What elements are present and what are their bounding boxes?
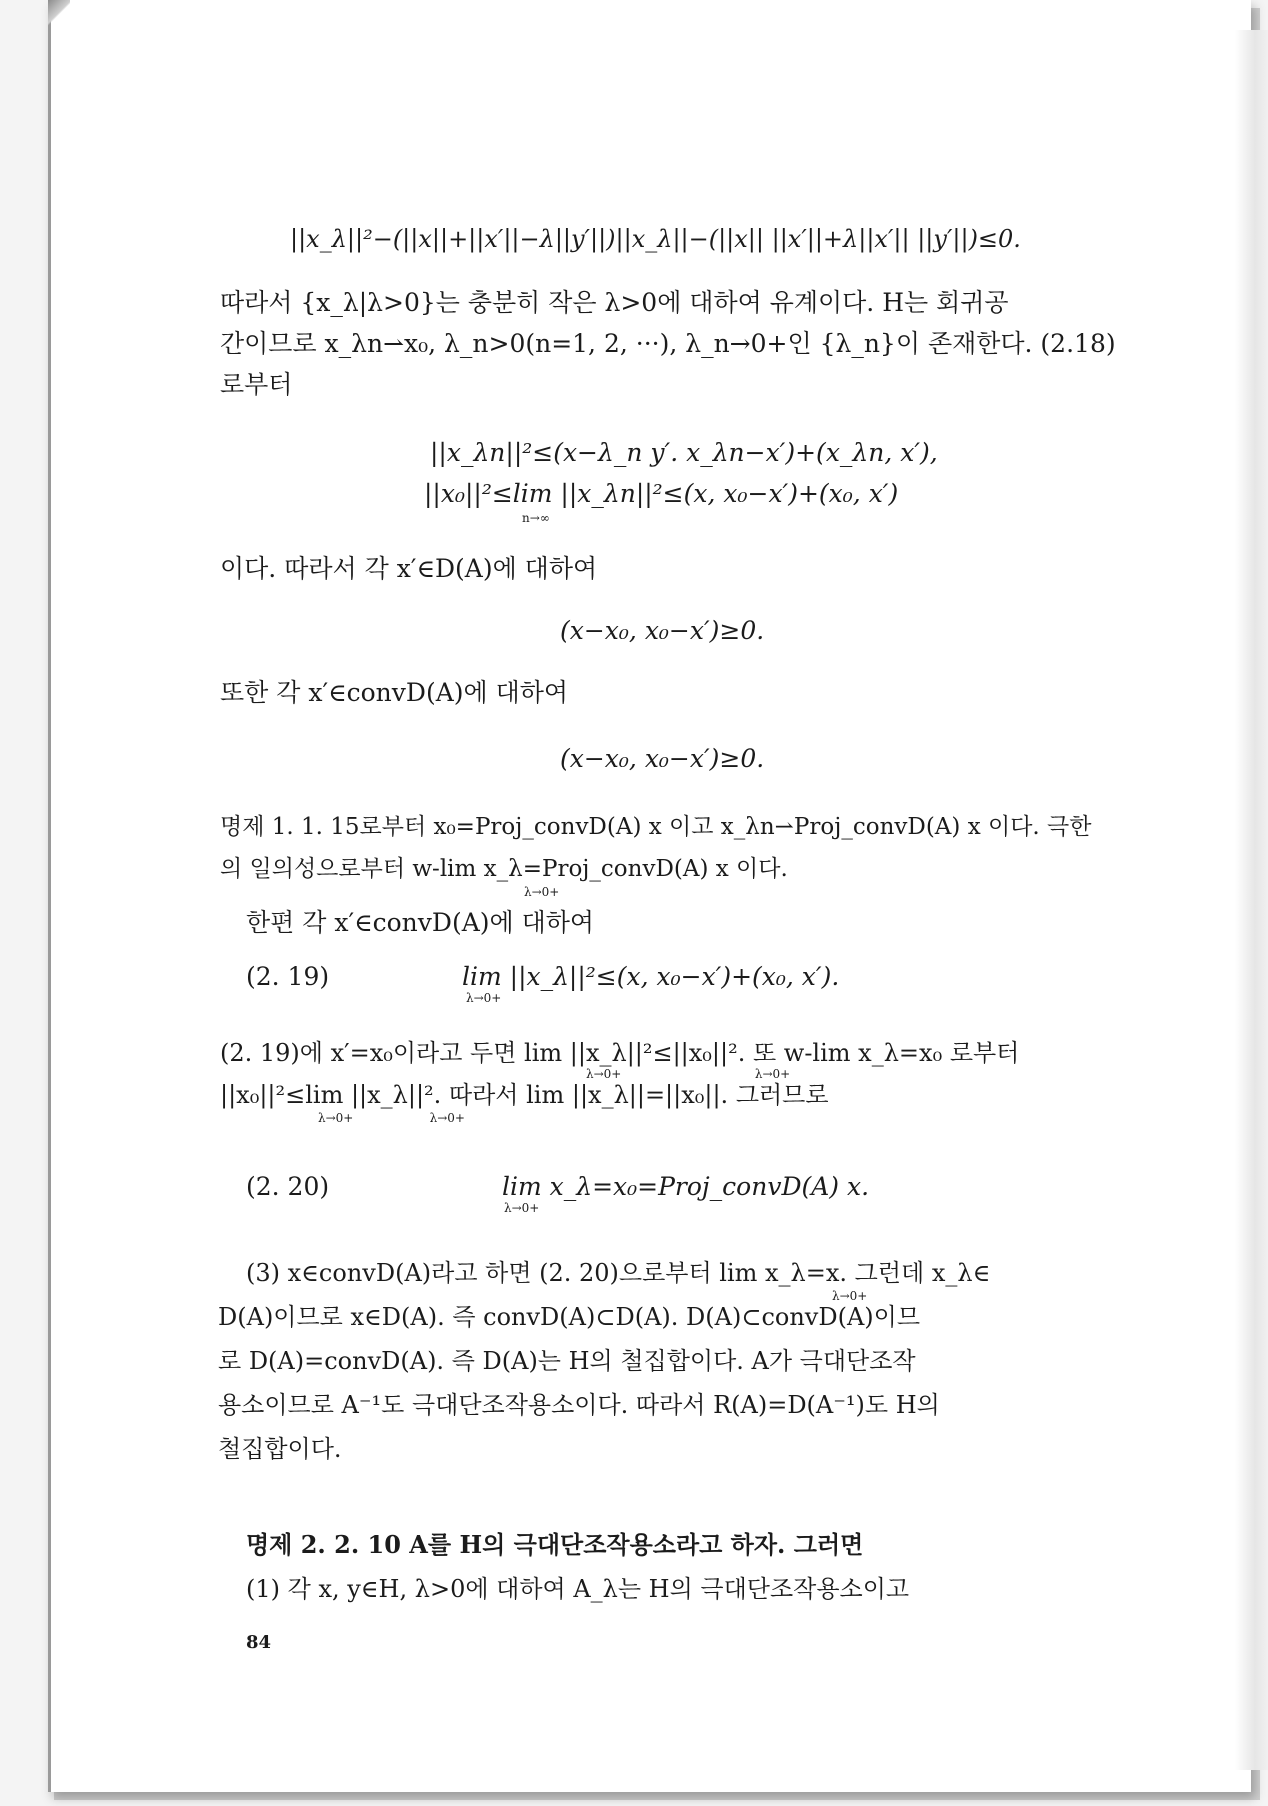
equation-number: (2. 20) — [246, 1172, 330, 1201]
text-line: 로부터 — [220, 370, 293, 399]
equation-number: (2. 19) — [246, 962, 330, 991]
text-line: 한편 각 x′∈convD(A)에 대하여 — [246, 908, 595, 937]
limit-subscript: λ→0+ — [524, 885, 560, 899]
page-edge — [1235, 30, 1268, 1770]
limit-subscript: λ→0+ — [466, 991, 502, 1005]
text-line: (1) 각 x, y∈H, λ>0에 대하여 A_λ는 H의 극대단조작용소이고 — [246, 1575, 910, 1603]
equation-line: ||x_λn||²≤(x−λ_n y′. x_λn−x′)+(x_λn, x′), — [430, 438, 938, 467]
text-line: 용소이므로 A⁻¹도 극대단조작용소이다. 따라서 R(A)=D(A⁻¹)도 H의 — [218, 1391, 940, 1419]
text-line: 간이므로 x_λn⇀x₀, λ_n>0(n=1, 2, ···), λ_n→0+인 {λ_n}이 존재한다. (2.18) — [220, 329, 1116, 358]
text-line: 이다. 따라서 각 x′∈D(A)에 대하여 — [220, 554, 598, 583]
text-line: ||x₀||²≤lim ||x_λ||². 따라서 lim ||x_λ||=||x₀||. 그러므로 — [220, 1081, 829, 1109]
text-line: 명제 1. 1. 15로부터 x₀=Proj_convD(A) x 이고 x_λn⇀Proj_convD(A) x 이다. 극한 — [220, 814, 1092, 840]
equation-line: (x−x₀, x₀−x′)≥0. — [560, 616, 765, 645]
limit-subscript: n→∞ — [522, 511, 550, 525]
equation-line: (x−x₀, x₀−x′)≥0. — [560, 744, 765, 773]
equation-line: lim x_λ=x₀=Proj_convD(A) x. — [502, 1172, 870, 1201]
limit-subscript: λ→0+ λ→0+ — [318, 1111, 465, 1125]
text-line: (3) x∈convD(A)라고 하면 (2. 20)으로부터 lim x_λ=x. 그런데 x_λ∈ — [246, 1259, 991, 1287]
text-line: 로 D(A)=convD(A). 즉 D(A)는 H의 철집합이다. A가 극대단조작 — [218, 1347, 916, 1375]
book-page — [48, 0, 1251, 1792]
equation-line: ||x_λ||²−(||x||+||x′||−λ||y′||)||x_λ||−(||x|| ||x′||+λ||x′|| ||y′||)≤0. — [290, 225, 1021, 253]
limit-subscript: λ→0+ — [504, 1201, 540, 1215]
text-line: (2. 19)에 x′=x₀이라고 두면 lim ||x_λ||²≤||x₀||². 또 w-lim x_λ=x₀ 로부터 — [220, 1039, 1020, 1067]
proposition-heading: 명제 2. 2. 10 A를 H의 극대단조작용소라고 하자. 그러면 — [246, 1530, 864, 1559]
equation-line: ||x₀||²≤lim ||x_λn||²≤(x, x₀−x′)+(x₀, x′) — [424, 479, 899, 508]
page-number: 84 — [246, 1632, 272, 1653]
text-line: 의 일의성으로부터 w-lim x_λ=Proj_convD(A) x 이다. — [220, 856, 788, 882]
limit-subscript: λ→0+ — [832, 1289, 868, 1303]
text-line: 또한 각 x′∈convD(A)에 대하여 — [220, 678, 569, 707]
text-line: 철집합이다. — [218, 1435, 342, 1463]
page-corner — [48, 0, 70, 30]
equation-line: lim ||x_λ||²≤(x, x₀−x′)+(x₀, x′). — [462, 962, 840, 991]
limit-subscript: λ→0+ λ→0+ — [586, 1067, 791, 1081]
text-line: D(A)이므로 x∈D(A). 즉 convD(A)⊂D(A). D(A)⊂convD(A)이므 — [218, 1303, 921, 1331]
text-line: 따라서 {x_λ|λ>0}는 충분히 작은 λ>0에 대하여 유계이다. H는 회귀공 — [220, 288, 1009, 317]
